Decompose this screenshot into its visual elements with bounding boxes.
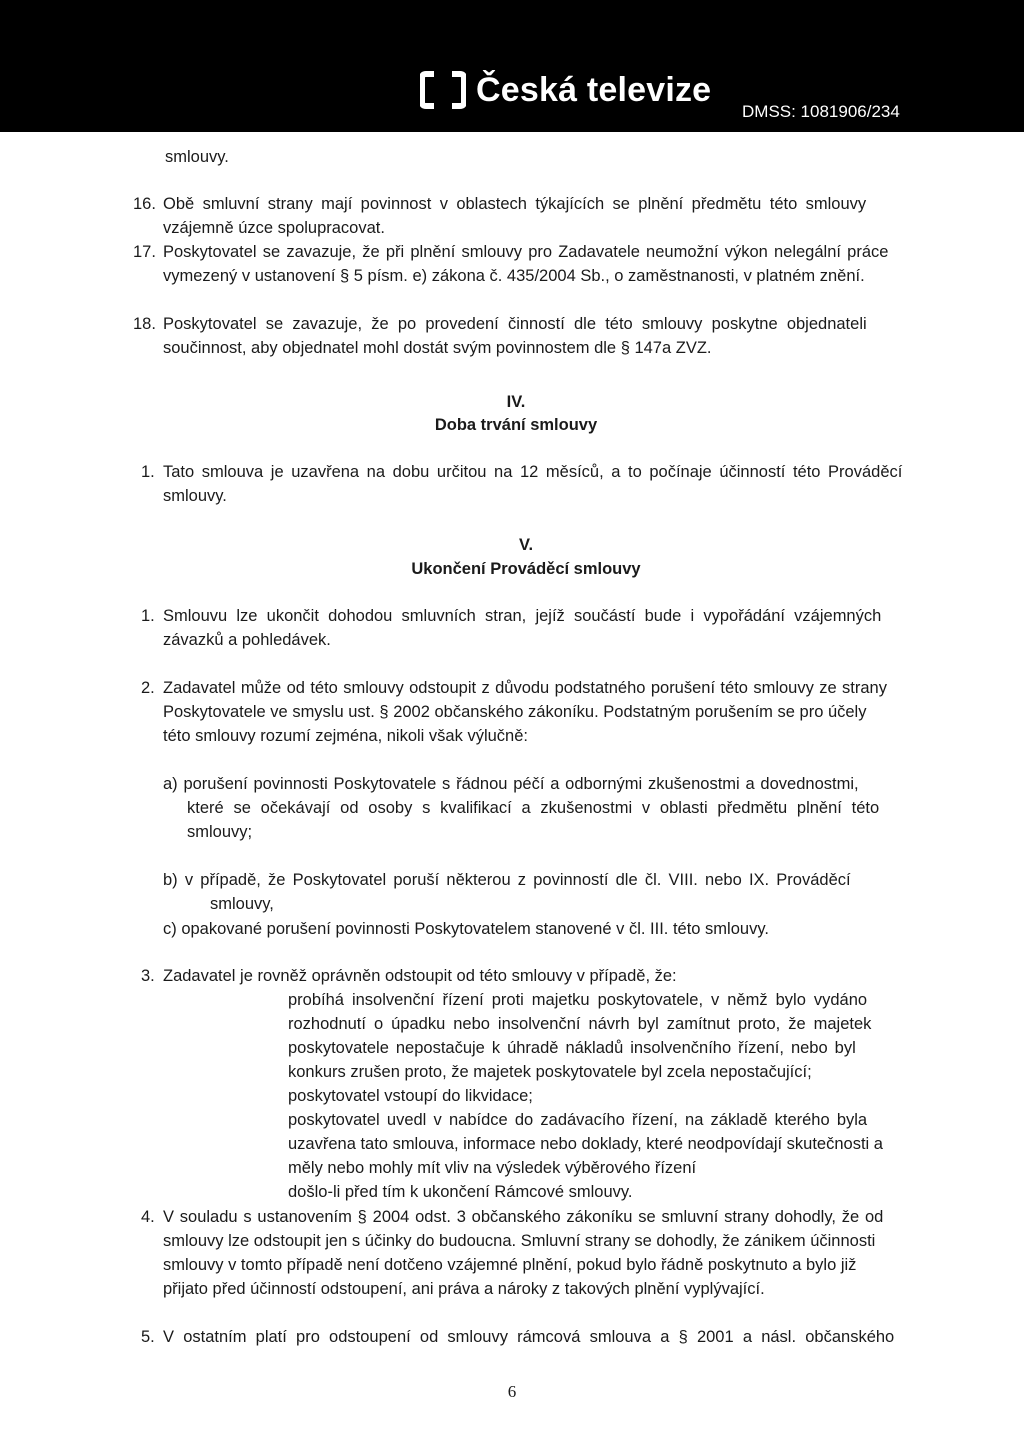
clause-number: 1. — [141, 463, 155, 481]
clause-number: 2. — [141, 679, 155, 697]
list-item-a: a) porušení povinnosti Poskytovatele s řádnou péčí a odbornými zkušenostmi a dovednostmi, — [163, 775, 859, 793]
clause-text: Poskytovatele ve smyslu ust. § 2002 občanského zákoníku. Podstatným porušením se pro účely — [163, 703, 867, 721]
brand-logo — [420, 70, 711, 110]
clause-text: závazků a pohledávek. — [163, 631, 331, 649]
condition-item: poskytovatel uvedl v nabídce do zadávacího řízení, na základě kterého byla — [288, 1111, 868, 1129]
clause-text: této smlouvy rozumí zejména, nikoli však výlučně: — [163, 727, 528, 745]
condition-item: poskytovatele nepostačuje k úhradě nákladů insolvenčního řízení, nebo byl — [288, 1039, 856, 1057]
clause-number: 4. — [141, 1208, 155, 1226]
clause-text: Smlouvu lze ukončit dohodou smluvních stran, jejíž součástí bude i vypořádání vzájemných — [163, 607, 882, 625]
clause-text: Zadavatel je rovněž oprávněn odstoupit od této smlouvy v případě, že: — [163, 967, 677, 985]
clause-text: vzájemně úzce spolupracovat. — [163, 219, 385, 237]
clause-number: 16. — [133, 195, 156, 213]
clause-number: 3. — [141, 967, 155, 985]
section-number: V. — [518, 536, 534, 554]
list-item-a: smlouvy; — [187, 823, 253, 841]
section-number: IV. — [506, 393, 526, 411]
section-title: Doba trvání smlouvy — [434, 416, 598, 434]
clause-number: 1. — [141, 607, 155, 625]
clause-text: Poskytovatel se zavazuje, že po provedení činností dle této smlouvy poskytne objednateli — [163, 315, 867, 333]
document-id: DMSS: 1081906/234 — [742, 102, 900, 121]
section-sign: § — [379, 703, 389, 721]
clause-text: přijato před účinností odstoupení, ani práva a nároky z takových plnění vyplývající. — [163, 1280, 765, 1298]
section-sign: § — [620, 339, 630, 357]
condition-item: probíhá insolvenční řízení proti majetku poskytovatele, v němž bylo vydáno — [288, 991, 868, 1009]
section-sign: § — [357, 1208, 367, 1226]
list-item-b: b) v případě, že Poskytovatel poruší některou z povinností dle čl. VIII. nebo IX. Prováděcí — [163, 871, 851, 889]
clause-number: 18. — [133, 315, 156, 333]
section-title: Ukončení Prováděcí smlouvy — [411, 560, 641, 578]
clause-text: Poskytovatel se zavazuje, že při plnění smlouvy pro Zadavatele neumožní výkon nelegální práce — [163, 243, 889, 261]
clause-text: Obě smluvní strany mají povinnost v oblastech týkajících se plnění předmětu této smlouvy — [163, 195, 867, 213]
clause-number: 5. — [141, 1328, 155, 1346]
clause-text: smlouvy. — [163, 487, 227, 505]
brand-name: Česká televize — [476, 70, 712, 109]
continued-text: smlouvy. — [165, 148, 229, 166]
condition-item: uzavřena tato smlouva, informace nebo doklady, které neodpovídají skutečnosti a — [288, 1135, 883, 1153]
ct-logo-icon — [420, 70, 466, 110]
list-item-b: smlouvy, — [210, 895, 274, 913]
clause-text: součinnost, aby objednatel mohl dostát svým povinnostem dle § 147a ZVZ. — [163, 339, 712, 357]
page-number: 6 — [507, 1382, 517, 1401]
clause-text: V ostatním platí pro odstoupení od smlouvy rámcová smlouva a § 2001 a násl. občanského — [163, 1328, 895, 1346]
list-item-c: c) opakované porušení povinnosti Poskytovatelem stanovené v čl. III. této smlouvy. — [163, 920, 769, 938]
clause-text: smlouvy lze odstoupit jen s účinky do budoucna. Smluvní strany se dohodly, že zánikem účinnosti — [163, 1232, 876, 1250]
clause-text: Zadavatel může od této smlouvy odstoupit z důvodu podstatného porušení této smlouvy ze strany — [163, 679, 887, 697]
condition-item: poskytovatel vstoupí do likvidace; — [288, 1087, 533, 1105]
section-sign: § — [678, 1328, 688, 1346]
clause-number: 17. — [133, 243, 156, 261]
section-sign: § — [340, 267, 350, 285]
condition-item: rozhodnutí o úpadku nebo insolvenční návrh byl zamítnut proto, že majetek — [288, 1015, 872, 1033]
clause-text: vymezený v ustanovení § 5 písm. e) zákona č. 435/2004 Sb., o zaměstnanosti, v platném znění. — [163, 267, 865, 285]
clause-text: Tato smlouva je uzavřena na dobu určitou na 12 měsíců, a to počínaje účinností této Prováděcí — [163, 463, 903, 481]
list-item-a: které se očekávají od osoby s kvalifikací a zkušenostmi v oblasti předmětu plnění této — [187, 799, 880, 817]
condition-item: konkurs zrušen proto, že majetek poskytovatele byl zcela nepostačující; — [288, 1063, 812, 1081]
clause-text: smlouvy v tomto případě není dotčeno vzájemné plnění, pokud bylo řádně poskytnuto a bylo již — [163, 1256, 857, 1274]
condition-item: měly nebo mohly mít vliv na výsledek výběrového řízení — [288, 1159, 697, 1177]
clause-text: V souladu s ustanovením § 2004 odst. 3 občanského zákoníku se smluvní strany dohodly, že od — [163, 1208, 884, 1226]
condition-item: došlo-li před tím k ukončení Rámcové smlouvy. — [288, 1183, 633, 1201]
